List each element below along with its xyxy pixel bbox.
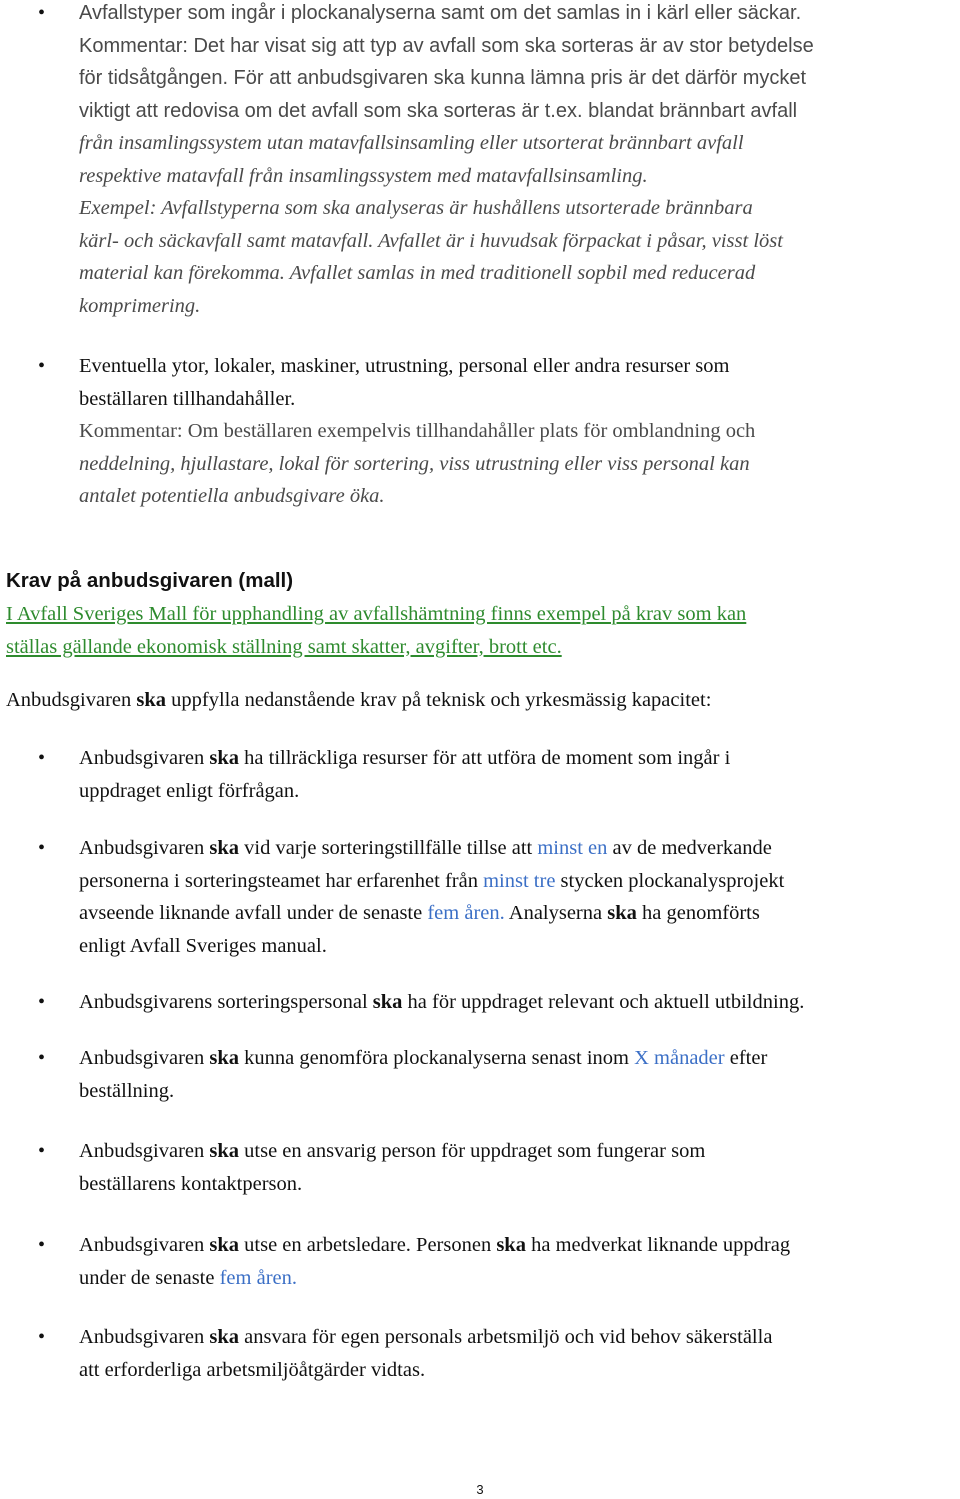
item-text: beställaren tillhandahåller.	[79, 387, 296, 410]
bullet-item-avfallstyper	[0, 0, 960, 322]
requirement-item: • Anbudsgivaren ska utse en ansvarig person för uppdraget som fungerar som beställarens kontaktperson.	[0, 1135, 960, 1200]
highlight-value: X månader	[634, 1047, 725, 1069]
bullet-item-resurser	[0, 350, 960, 513]
highlight-value: minst tre	[483, 869, 556, 892]
item-title: Avfallstyper som ingår i plockanalyserna samt om det samlas in i kärl eller säckar.	[79, 2, 802, 24]
item-text: Eventuella ytor, lokaler, maskiner, utrustning, personal eller andra resurser som	[79, 355, 730, 377]
bullet-glyph: •	[38, 2, 46, 24]
bullet-glyph: •	[38, 1234, 46, 1256]
requirement-item: • Anbudsgivaren ska ha tillräckliga resurser för att utföra de moment som ingår i uppdraget enligt förfrågan.	[0, 742, 960, 807]
comment-line: respektive matavfall från insamlingssystem med matavfallsinsamling.	[79, 164, 648, 187]
mall-link-line-1[interactable]: I Avfall Sveriges Mall för upphandling av avfallshämtning finns exempel på krav som kan	[6, 603, 747, 625]
requirement-item: • Anbudsgivaren ska vid varje sorteringstillfälle tillse att minst en av de medverkande personerna i sorteringsteamet har erfarenhet från minst tre stycken plockanalysprojekt avseende liknande avfall under de senaste fem åren. Analyserna ska ha genomförts enligt Avfall Sveriges manual.	[0, 832, 960, 962]
bullet-glyph: •	[38, 1140, 46, 1162]
comment-line: komprimering.	[79, 294, 201, 317]
page-number: 3	[476, 1482, 484, 1497]
intro-paragraph: Anbudsgivaren ska uppfylla nedanstående krav på teknisk och yrkesmässig kapacitet:	[6, 689, 712, 711]
comment-line: viktigt att redovisa om det avfall som ska sorteras är t.ex. blandat brännbart avfall	[79, 99, 798, 122]
bullet-glyph: •	[38, 747, 46, 769]
requirement-item: • Anbudsgivaren ska ansvara för egen personals arbetsmiljö och vid behov säkerställa att erforderliga arbetsmiljöåtgärder vidtas.	[0, 1321, 960, 1386]
bullet-glyph: •	[38, 991, 46, 1013]
bullet-glyph: •	[38, 1047, 46, 1069]
comment-line: för tidsåtgången. För att anbudsgivaren ska kunna lämna pris är det därför mycket	[79, 67, 807, 89]
comment-line: Exempel: Avfallstyperna som ska analyseras är hushållens utsorterade brännbara	[79, 197, 753, 219]
requirement-item: • Anbudsgivarens sorteringspersonal ska ha för uppdraget relevant och aktuell utbildning.	[0, 986, 960, 1019]
bullet-glyph: •	[38, 837, 46, 859]
comment-line: material kan förekomma. Avfallet samlas in med traditionell sopbil med reducerad	[79, 262, 756, 284]
highlight-value: fem åren.	[427, 902, 505, 924]
requirement-item: • Anbudsgivaren ska utse en arbetsledare. Personen ska ha medverkat liknande uppdrag under de senaste fem åren.	[0, 1229, 960, 1294]
bullet-glyph: •	[38, 355, 46, 377]
comment-line: från insamlingssystem utan matavfallsinsamling eller utsorterat brännbart avfall	[79, 132, 744, 154]
comment-line: Kommentar: Om beställaren exempelvis tillhandahåller plats för omblandning och	[79, 420, 756, 442]
comment-line: Kommentar: Det har visat sig att typ av avfall som ska sorteras är av stor betydelse	[79, 34, 814, 57]
highlight-value: fem åren.	[219, 1266, 298, 1289]
bullet-glyph: •	[38, 1326, 46, 1348]
comment-line: neddelning, hjullastare, lokal för sortering, viss utrustning eller viss personal kan	[79, 452, 750, 475]
highlight-value: minst en	[537, 837, 608, 859]
section-heading: Krav på anbudsgivaren (mall)	[6, 569, 294, 592]
requirement-item: • Anbudsgivaren ska kunna genomföra plockanalyserna senast inom X månader efter beställning.	[0, 1042, 960, 1107]
mall-link-line-2[interactable]: ställas gällande ekonomisk ställning samt skatter, avgifter, brott etc.	[6, 635, 562, 658]
comment-line: antalet potentiella anbudsgivare öka.	[79, 485, 385, 507]
comment-line: kärl- och säckavfall samt matavfall. Avfallet är i huvudsak förpackat i påsar, visst löst	[79, 229, 783, 252]
